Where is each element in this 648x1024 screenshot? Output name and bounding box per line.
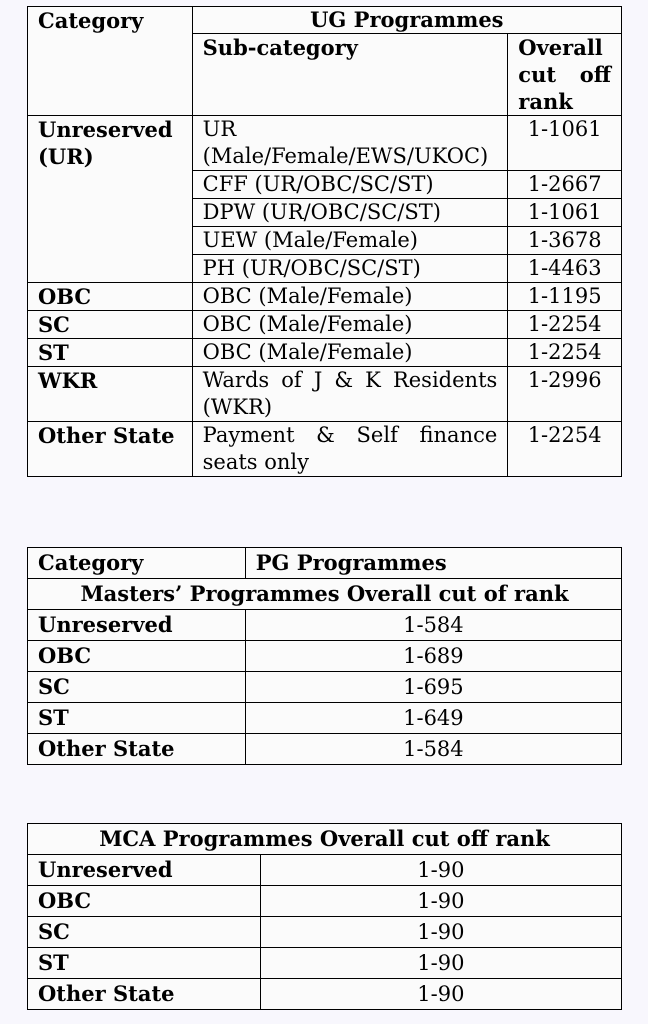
pg-rank-cell: 1-649 bbox=[245, 703, 621, 734]
ug-rank-cell: 1-1061 bbox=[508, 116, 622, 171]
ug-subcategory-cell: OBC (Male/Female) bbox=[192, 311, 508, 339]
ug-category-cell: WKR bbox=[28, 367, 193, 422]
pg-rank-cell: 1-695 bbox=[245, 672, 621, 703]
ug-rank-cell: 1-2254 bbox=[508, 311, 622, 339]
mca-category-cell: ST bbox=[28, 948, 261, 979]
ug-subcategory-cell: OBC (Male/Female) bbox=[192, 339, 508, 367]
ug-category-cell: ST bbox=[28, 339, 193, 367]
pg-category-cell: Unreserved bbox=[28, 610, 246, 641]
ug-rank-cell: 1-2667 bbox=[508, 171, 622, 199]
pg-programmes-table bbox=[27, 547, 622, 765]
pg-category-cell: Other State bbox=[28, 734, 246, 765]
ug-cutoff-header: Overall cut off rank bbox=[508, 34, 622, 116]
ug-subcategory-cell: UR (Male/Female/EWS/UKOC) bbox=[192, 116, 508, 171]
pg-category-header: Category bbox=[28, 548, 246, 579]
ug-rank-cell: 1-3678 bbox=[508, 227, 622, 255]
ug-rank-cell: 1-2254 bbox=[508, 422, 622, 477]
pg-rank-cell: 1-689 bbox=[245, 641, 621, 672]
ug-subcategory-cell: CFF (UR/OBC/SC/ST) bbox=[192, 171, 508, 199]
ug-subcategory-cell: UEW (Male/Female) bbox=[192, 227, 508, 255]
ug-subcategory-header: Sub-category bbox=[192, 34, 508, 116]
ug-subcategory-cell: PH (UR/OBC/SC/ST) bbox=[192, 255, 508, 283]
ug-category-header: Category bbox=[28, 7, 193, 116]
pg-category-cell: SC bbox=[28, 672, 246, 703]
ug-rank-cell: 1-2996 bbox=[508, 367, 622, 422]
mca-rank-cell: 1-90 bbox=[260, 979, 621, 1010]
pg-category-cell: ST bbox=[28, 703, 246, 734]
pg-subheader: Masters’ Programmes Overall cut of rank bbox=[28, 579, 622, 610]
pg-category-cell: OBC bbox=[28, 641, 246, 672]
pg-programmes-header: PG Programmes bbox=[245, 548, 621, 579]
ug-programmes-table bbox=[27, 6, 622, 477]
ug-category-cell: OBC bbox=[28, 283, 193, 311]
mca-rank-cell: 1-90 bbox=[260, 855, 621, 886]
pg-rank-cell: 1-584 bbox=[245, 610, 621, 641]
mca-category-cell: Unreserved bbox=[28, 855, 261, 886]
mca-rank-cell: 1-90 bbox=[260, 948, 621, 979]
mca-category-cell: Other State bbox=[28, 979, 261, 1010]
ug-rank-cell: 1-1061 bbox=[508, 199, 622, 227]
mca-category-cell: SC bbox=[28, 917, 261, 948]
ug-category-cell: SC bbox=[28, 311, 193, 339]
ug-category-cell: Other State bbox=[28, 422, 193, 477]
ug-subcategory-cell: DPW (UR/OBC/SC/ST) bbox=[192, 199, 508, 227]
mca-category-cell: OBC bbox=[28, 886, 261, 917]
ug-rank-cell: 1-4463 bbox=[508, 255, 622, 283]
ug-subcategory-cell: Payment & Self finance seats only bbox=[192, 422, 508, 477]
mca-rank-cell: 1-90 bbox=[260, 886, 621, 917]
ug-subcategory-cell: Wards of J & K Residents (WKR) bbox=[192, 367, 508, 422]
mca-rank-cell: 1-90 bbox=[260, 917, 621, 948]
ug-subcategory-cell: OBC (Male/Female) bbox=[192, 283, 508, 311]
ug-rank-cell: 1-2254 bbox=[508, 339, 622, 367]
ug-programmes-header: UG Programmes bbox=[192, 7, 621, 34]
mca-header: MCA Programmes Overall cut off rank bbox=[28, 824, 622, 855]
pg-rank-cell: 1-584 bbox=[245, 734, 621, 765]
ug-rank-cell: 1-1195 bbox=[508, 283, 622, 311]
ug-category-cell: Unreserved (UR) bbox=[28, 116, 193, 283]
mca-programmes-table bbox=[27, 823, 622, 1010]
